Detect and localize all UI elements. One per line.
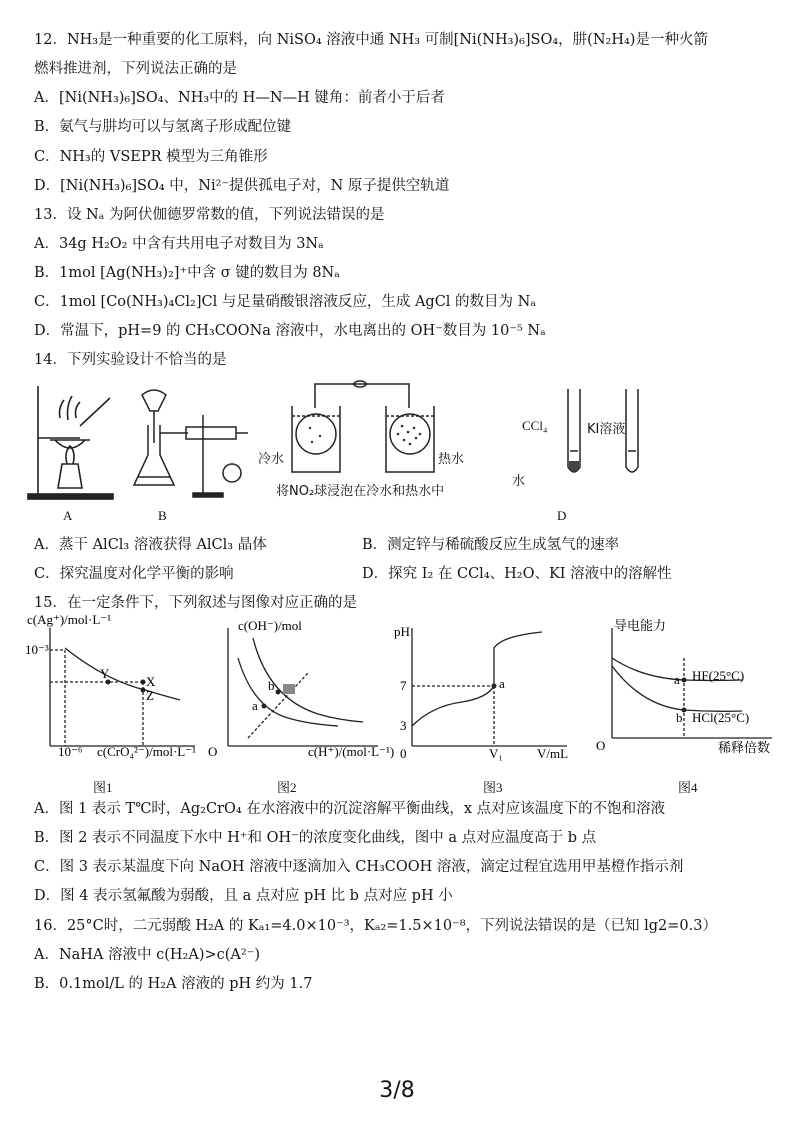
- q13-option-b: B．1mol [Ag(NH₃)₂]⁺中含 σ 键的数目为 8Nₐ: [34, 265, 340, 281]
- q12-option-c: C．NH₃的 VSEPR 模型为三角锥形: [34, 149, 268, 165]
- q14-figure-c-caption: 将NO₂球浸泡在冷水和热水中: [276, 484, 445, 499]
- q12-stem-line1: 12．NH₃是一种重要的化工原料，向 NiSO₄ 溶液中通 NH₃ 可制[Ni(NH₃)₆]SO₄，肼(N₂H₄)是一种火箭: [34, 32, 708, 48]
- q15-option-b: B．图 2 表示不同温度下水中 H⁺和 OH⁻的浓度变化曲线，图中 a 点对应温度高于 b 点: [34, 830, 597, 846]
- fig3-xlabel: V/mL: [537, 746, 569, 761]
- fig4-series-hf: HF(25°C): [692, 668, 745, 683]
- q14-option-c: C．探究温度对化学平衡的影响: [34, 566, 234, 582]
- fig1-point-x: X: [146, 674, 156, 689]
- fig1-xlabel: c(CrO₄²⁻)/mol·L⁻¹: [97, 744, 196, 759]
- q13-option-d: D．常温下，pH=9 的 CH₃COONa 溶液中，水电离出的 OH⁻数目为 10⁻⁵ Nₐ: [34, 323, 546, 339]
- q14-ki-label: KI溶液: [587, 422, 626, 437]
- q15-figure-3: [392, 618, 572, 761]
- q14-hot-water-label: 热水: [438, 452, 465, 467]
- fig1-y-tick: 10⁻³: [25, 642, 49, 657]
- fig1-ylabel: c(Ag⁺)/mol·L⁻¹: [27, 612, 112, 627]
- q15-figure-4: [592, 618, 782, 758]
- q12-stem-line2: 燃料推进剂，下列说法正确的是: [34, 61, 237, 77]
- fig4-ylabel: 导电能力: [614, 618, 667, 633]
- fig4-origin: O: [596, 738, 606, 753]
- q14-water-label: 水: [512, 474, 526, 489]
- fig2-ylabel: c(OH⁻)/mol: [238, 618, 302, 633]
- fig1-caption: 图1: [93, 780, 113, 795]
- fig2-xlabel: c(H⁺)/(mol·L⁻¹): [308, 744, 395, 759]
- q14-option-b: B．测定锌与稀硫酸反应生成氢气的速率: [362, 537, 620, 553]
- q14-label-d: D: [557, 508, 567, 523]
- q13-stem: 13．设 Nₐ 为阿伏伽德罗常数的值，下列说法错误的是: [34, 207, 385, 223]
- fig4-caption: 图4: [678, 780, 698, 795]
- q15-option-c: C．图 3 表示某温度下向 NaOH 溶液中逐滴加入 CH₃COOH 溶液，滴定过程宜选用甲基橙作指示剂: [34, 859, 684, 875]
- q16-option-b: B．0.1mol/L 的 H₂A 溶液的 pH 约为 1.7: [34, 976, 313, 992]
- fig2-origin: O: [208, 744, 218, 759]
- q14-stem: 14．下列实验设计不恰当的是: [34, 352, 227, 368]
- q15-option-d: D．图 4 表示氢氟酸为弱酸，且 a 点对应 pH 比 b 点对应 pH 小: [34, 888, 453, 904]
- q14-option-d: D．探究 I₂ 在 CCl₄、H₂O、KI 溶液中的溶解性: [362, 566, 672, 582]
- fig3-x-tick: V₁: [489, 746, 503, 761]
- q14-label-a: A: [63, 508, 73, 523]
- fig3-ylabel: pH: [394, 624, 410, 639]
- fig2-point-a: a: [252, 698, 258, 713]
- q15-option-a: A．图 1 表示 T℃时，Ag₂CrO₄ 在水溶液中的沉淀溶解平衡曲线，x 点对应该温度下的不饱和溶液: [34, 801, 666, 817]
- fig3-caption: 图3: [483, 780, 503, 795]
- fig3-point-a: a: [499, 676, 505, 691]
- q15-stem: 15．在一定条件下，下列叙述与图像对应正确的是: [34, 595, 357, 611]
- fig2-point-b: b: [268, 678, 275, 693]
- fig4-xlabel: 稀释倍数: [718, 740, 771, 755]
- q12-option-a: A．[Ni(NH₃)₆]SO₄、NH₃中的 H—N—H 键角：前者小于后者: [34, 90, 445, 106]
- q14-figure-b: [128, 385, 256, 500]
- q14-ccl4-label: CCl₄: [522, 418, 548, 433]
- q15-figure-1: [25, 612, 200, 759]
- q16-stem: 16．25°C时，二元弱酸 H₂A 的 Kₐ₁=4.0×10⁻³，Kₐ₂=1.5×10⁻⁸，下列说法错误的是（已知 lg2=0.3）: [34, 918, 717, 934]
- q13-option-a: A．34g H₂O₂ 中含有共用电子对数目为 3Nₐ: [34, 236, 324, 252]
- fig3-y-tick-7: 7: [400, 678, 407, 693]
- fig4-point-b: b: [676, 710, 683, 725]
- q14-cold-water-label: 冷水: [258, 452, 285, 467]
- q16-option-a: A．NaHA 溶液中 c(H₂A)>c(A²⁻): [34, 947, 261, 963]
- q14-option-a: A．蒸干 AlCl₃ 溶液获得 AlCl₃ 晶体: [34, 537, 267, 553]
- q12-option-d: D．[Ni(NH₃)₆]SO₄ 中，Ni²⁻提供孤电子对，N 原子提供空轨道: [34, 178, 450, 194]
- fig2-caption: 图2: [277, 780, 297, 795]
- fig3-y-tick-3: 3: [400, 718, 407, 733]
- fig3-origin: 0: [400, 746, 407, 761]
- fig4-point-a: a: [674, 672, 680, 687]
- q13-option-c: C．1mol [Co(NH₃)₄Cl₂]Cl 与足量硝酸银溶液反应，生成 AgCl 的数目为 Nₐ: [34, 294, 536, 310]
- fig4-series-hcl: HCl(25°C): [692, 710, 750, 725]
- q14-label-b: B: [158, 508, 167, 523]
- q15-figure-2: [208, 618, 395, 759]
- fig1-point-y: Y: [100, 666, 110, 681]
- q14-figure-a: [20, 378, 120, 503]
- q12-option-b: B．氨气与肼均可以与氢离子形成配位键: [34, 119, 292, 135]
- fig1-point-z: Z: [146, 688, 154, 703]
- fig1-x-tick: 10⁻⁶: [58, 744, 83, 759]
- page-number: 3/8: [379, 1078, 415, 1103]
